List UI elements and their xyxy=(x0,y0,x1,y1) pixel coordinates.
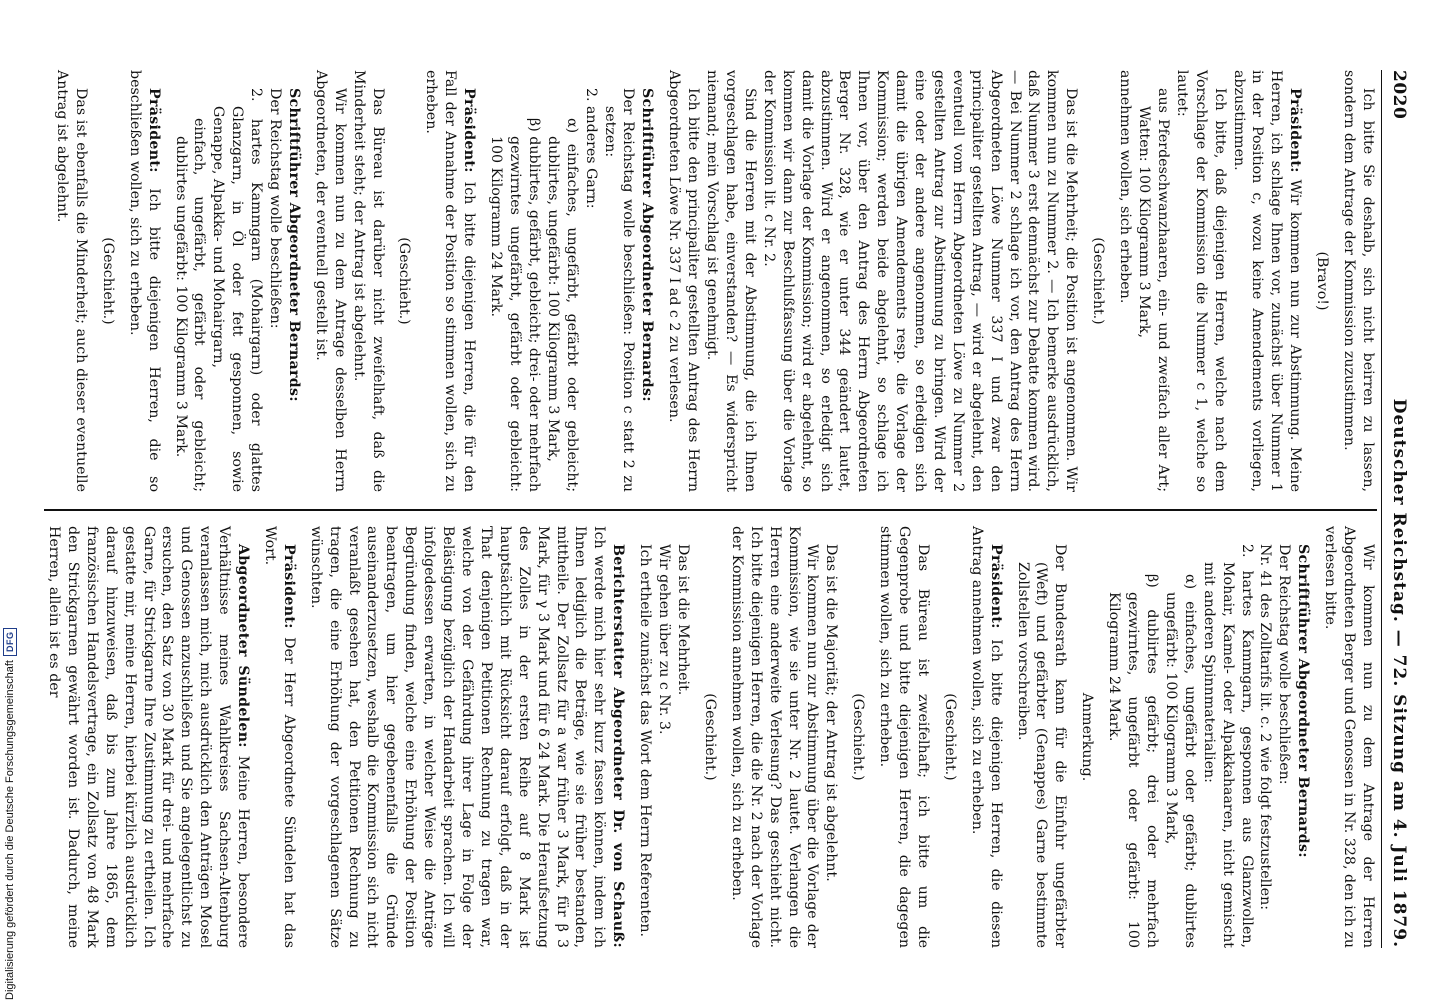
paragraph-text: Sind die Herren mit der Abstimmung, die ich Ihnen vorgeschlagen habe, einverstanden? — Es widerspricht niemand; mein Vorschlag ist genehmigt. xyxy=(704,70,758,492)
paragraph-text: (Geschieht.) xyxy=(701,693,718,781)
paragraph xyxy=(171,70,209,492)
paragraph xyxy=(1161,526,1199,948)
right-column xyxy=(44,526,1377,948)
paragraph-text: Ich bitte diejenigen Herren, die für den Fall der Annahme der Position so stimmen wollen, sich zu erheben. xyxy=(423,70,478,492)
paragraph xyxy=(967,526,1005,948)
dfg-logo: DFG xyxy=(3,628,17,657)
paragraph xyxy=(848,526,867,948)
paragraph-text: Ich bitte diejenigen Herren, die diesen Antrag annehmen wollen, sich zu erheben. xyxy=(968,526,1004,948)
paragraph-text: (Geschieht.) xyxy=(99,237,116,325)
paragraph xyxy=(422,70,479,492)
paragraph-text: β) dublirtes gefärbt; drei oder mehrfach gezwirntes, ungefärbt oder gefärbt: 100 Kilogramm 24 Mark. xyxy=(1106,574,1161,948)
paragraph xyxy=(1013,526,1070,948)
paragraph-text: 2. hartes Kammgarn (Mohairgarn) oder glattes Glanzgarn, in Öl oder fett gesponnen, sowie Genappe, Alpakka- und Mohairgarn, xyxy=(210,88,265,492)
footer-text: Digitalisierung gefördert durch die Deutsche Forschungsgemeinschaft xyxy=(4,660,16,1000)
paragraph xyxy=(265,70,284,492)
speaker-label: Präsident: xyxy=(145,88,162,173)
speaker-label: Präsident: xyxy=(461,88,478,173)
paragraph xyxy=(700,526,719,948)
paragraph-text: α) einfaches, ungefärbt oder gefärbt; dublirtes ungefärbt: 100 Kilogramm 3 Mark, xyxy=(1162,574,1198,948)
paragraph xyxy=(208,70,265,492)
paragraph-text: Ich bitte den principaliter gestellten Antrag des Herrn Abgeordneten Löwe Nr. 337 I ad c 2 zu verlesen. xyxy=(666,70,702,492)
paragraph-text: Der Bundesrath kann für die Einfuhr ungefärbter (Weft) und gefärbter (Genappes) Garne bestimmte Zollstellen vorschreiben. xyxy=(1014,544,1069,948)
paragraph-text: annehmen wollen, sich erheben. xyxy=(1117,70,1134,304)
paragraph-text: Das ist die Mehrheit; die Position ist angenommen. Wir kommen nun zu Nummer 2. — Ich bemerke ausdrücklich, daß Nummer 3 erst demnächst zur Debatte kommen wird. — Bei Nummer 2 schlage ich vor, den Antrag des Herrn Abgeordneten Löwe Nummer 337 I und zwar den principaliter gestellten Antrag, — wird er abgelehnt, den eventuell vom Herrn Abgeordneten Löwe zu Nummer 2 gestellten Antrag zur Abstimmung zu bringen. Wird der eine oder der andere angenommen, so erledigen sich damit die übrigen Amendements resp. die Vorlage der Kommission; werden beide abgelehnt, so schlage ich Ihnen vor, über den Antrag des Herrn Abgeordneten Berger Nr. 328, wie er unter 344 geändert lautet, abzustimmen. Wird er angenommen, so erledigt sich damit die Vorlage der Kommission; wird er abgelehnt, so kommen wir dann zur Beschlußfassung über die Vorlage der Kommission lit. c Nr. 2. xyxy=(760,70,1080,492)
paragraph-text: (Geschieht.) xyxy=(396,237,413,325)
paragraph xyxy=(486,70,543,492)
paragraph xyxy=(284,70,303,492)
paragraph xyxy=(727,526,822,948)
paragraph-text: (Geschieht.) xyxy=(1090,237,1107,325)
page-number: 2020 xyxy=(1389,70,1409,120)
speaker-label: Präsident: xyxy=(280,544,297,629)
paragraph-text: α) einfaches, ungefärbt, gefärbt oder gebleicht; dublirtes, ungefärbt: 100 Kilogramm 3 Mark, xyxy=(544,118,580,492)
paragraph xyxy=(1172,70,1229,492)
paragraph xyxy=(260,526,298,948)
paragraph xyxy=(1134,70,1172,492)
paragraph xyxy=(1256,526,1275,948)
paragraph xyxy=(1104,526,1161,948)
paragraph-text: Nr. 41 des Zolltarifs lit. c. 2 wie folgt festzustellen: xyxy=(1257,544,1274,910)
paragraph-text: Wir kommen nun zur Abstimmung über die Vorlage der Kommission, wie sie unter Nr. 2 lautet. Verlangen die Herren eine anderweite Verlesung? Das geschieht nicht. Ich bitte diejenigen Herren, die die Nr. 2 nach der Vorlage der Kommission annehmen wollen, sich zu erheben. xyxy=(728,526,821,948)
paragraph-text: Ich ertheile zunächst das Wort dem Herrn Referenten. xyxy=(637,544,654,938)
paragraph-text: 2. anderes Garn: xyxy=(582,88,599,209)
running-title: Deutscher Reichstag. — 72. Sitzung am 4. Juli 1879. xyxy=(1389,398,1409,948)
paragraph-text: Wir kommen nun zur Abstimmung. Meine Herren, ich schlage Ihnen vor, zunächst über Nummer 1 in der Position c, wozu keine Amendements vorliegen, abzustimmen. xyxy=(1230,70,1304,492)
speaker-label: Schriftführer Abgeordneter Bernards: xyxy=(285,88,302,402)
paragraph-text: (Bravo!) xyxy=(1314,251,1331,311)
paragraph xyxy=(759,70,1080,492)
paragraph-text: Ich bitte, daß diejenigen Herren, welche nach dem Vorschlage der Kommission die Nummer c 1, welche so lautet: xyxy=(1173,70,1228,492)
paragraph-text: Ich werde mich hier sehr kurz fassen können, indem ich Ihnen lediglich die Beträge, wie sie früher bestanden, mittheile. Der Zollsatz für a war früher 3 Mark, für β 3 Mark, für γ 3 Mark und für δ 24 Mark. Die Heraufsetzung des Zolles in der ersten Reihe auf 8 Mark ist hauptsächlich mit Rücksicht darauf erfolgt, daß in der That denjenigen Petitionen Rechnung zu tragen war, welche von der Gefährdung ihrer Lage in Folge der Belästigung bezüglich der Handarbeit sprachen. Ich will infolgedessen erwarten, in welcher Weise die Anträge Begründung finden, welche eine Erhöhung der Position beantragen, um hier gegebenenfalls die Gründe auseinanderzusetzen, weshalb die Kommission sich nicht veranlaßt gesehen hat, den Petitionen Rechnung zu tragen, die eine Erhöhung der vorgeschlagenen Sätze wünschten. xyxy=(307,526,608,948)
paragraph xyxy=(1312,70,1331,492)
paragraph xyxy=(98,70,117,492)
left-column xyxy=(44,70,1377,492)
paragraph xyxy=(543,70,581,492)
paragraph-text: Wir kommen nun zu dem Antrage der Herren Abgeordneten Berger und Genossen in Nr. 328, den ich zu verlesen bitte. xyxy=(1322,526,1376,948)
paragraph xyxy=(306,526,627,948)
speaker-label: Abgeordneter Sündelen: xyxy=(235,544,252,748)
digitization-footer xyxy=(2,612,18,1000)
paragraph-text: Wir kommen nun zu dem Antrage desselben Herrn Abgeordneten, der eventuell gestellt ist. xyxy=(312,70,348,492)
paragraph xyxy=(44,526,252,948)
page-header xyxy=(1381,70,1408,948)
paragraph xyxy=(1339,70,1377,492)
paragraph-text: Meine Herren, besondere Verhältnisse meines Wahlkreises Sachsen-Altenburg veranlassen mich, mich ausdrücklich den Anträgen Mosel und Genossen anzuschließen und Sie angelegentlichst zu ersuchen, den Satz von 30 Mark für drei- und mehrfache Garne, für Strickgarne Ihre Zustimmung zu ertheilen. Ich gestatte mir, meine Herren, hierbei kürzlich ausdrücklich darauf hinzuweisen, daß bis zum Jahre 1865, dem französischen Handelsvertrage, ein Zollsatz von 48 Mark den Strickgarnen gewährt worden ist. Dadurch, meine Herren, allein ist es der xyxy=(46,526,252,948)
paragraph-text: (Geschieht.) xyxy=(850,693,867,781)
paragraph-text: Das ist die Mehrheit. xyxy=(675,544,691,696)
paragraph xyxy=(673,526,692,948)
paragraph-text: einfach, ungefärbt, gefärbt oder gebleicht; dublirtes ungefärbt: 100 Kilogramm 3 Mark. xyxy=(172,118,208,492)
paragraph xyxy=(1199,526,1256,948)
paragraph-text: Ich bitte Sie deshalb, sich nicht beirren zu lassen, sondern dem Antrage der Kommission zuzustimmen. xyxy=(1341,70,1376,492)
paragraph-text: Anmerkung. xyxy=(1079,692,1096,782)
paragraph-text: Der Reichstag wolle beschließen: xyxy=(1276,544,1293,785)
paragraph-text: β) dublirtes, gefärbt, gebleicht; drei- oder mehrfach gezwirntes ungefärbt, gefärbt oder gebleicht: 100 Kilogramm 24 Mark. xyxy=(488,118,542,492)
paragraph-text: Ich bitte diejenigen Herren, die so beschließen wollen, sich zu erheben. xyxy=(126,70,162,492)
speaker-label: Schriftführer Abgeordneter Bernards: xyxy=(1295,544,1312,858)
paragraph-text: Das ist die Majorität; der Antrag ist abgelehnt. xyxy=(823,544,840,882)
paragraph xyxy=(1088,70,1107,492)
paragraph xyxy=(581,70,600,492)
paragraph xyxy=(1274,526,1293,948)
paragraph xyxy=(1293,526,1312,948)
paragraph-text: (Geschieht.) xyxy=(941,693,958,781)
paragraph xyxy=(1229,70,1305,492)
paragraph xyxy=(395,70,414,492)
paragraph xyxy=(125,70,163,492)
paragraph xyxy=(702,70,759,492)
paragraph xyxy=(637,70,656,492)
paragraph xyxy=(1077,526,1096,948)
paragraph xyxy=(600,70,638,492)
paragraph-text: Der Herr Abgeordnete Sündelen hat das Wort. xyxy=(261,526,297,948)
paragraph-text: 2. hartes Kammgarn, gesponnen aus Glanzwollen, Mohair, Kamel- oder Alpakkahaaren, nicht gemischt mit anderen Spinnmaterialien: xyxy=(1200,544,1255,948)
paragraph-text: aus Pferdeschwanzhaaren, ein- und zweifach aller Art; Watten: 100 Kilogramm 3 Mark, xyxy=(1136,88,1171,492)
paragraph-text: Das Büreau ist darüber nicht zweifelhaft, daß die Minderheit steht; der Antrag ist abgelehnt. xyxy=(350,70,386,492)
speaker-label: Präsident: xyxy=(1287,88,1304,173)
paragraph-text: Der Reichstag wolle beschließen: Position c statt 2 zu setzen: xyxy=(601,88,637,492)
paragraph xyxy=(635,526,654,948)
speaker-label: Schriftführer Abgeordneter Bernards: xyxy=(639,88,656,402)
paragraph xyxy=(349,70,387,492)
paragraph xyxy=(875,526,932,948)
paragraph-text: Wir gehen über zu c Nr. 3. xyxy=(656,544,673,735)
paragraph xyxy=(664,70,702,492)
speaker-label: Berichterstatter Abgeordneter Dr. von Schauß: xyxy=(610,544,627,948)
text-columns xyxy=(44,70,1377,948)
paragraph xyxy=(940,526,959,948)
paragraph xyxy=(1115,70,1134,492)
paragraph-text: Der Reichstag wolle beschließen: xyxy=(267,88,284,329)
paragraph xyxy=(52,70,90,492)
paragraph xyxy=(1320,526,1377,948)
paragraph xyxy=(821,526,840,948)
paragraph-text: Das Büreau ist zweifelhaft; ich bitte um die Gegenprobe und bitte diejenigen Herren, die dagegen stimmen wollen, sich zu erheben. xyxy=(877,526,931,948)
column-rule xyxy=(44,509,1377,511)
paragraph xyxy=(654,526,673,948)
paragraph-text: Das ist ebenfalls die Minderheit; auch dieser eventuelle Antrag ist abgelehnt. xyxy=(54,70,89,492)
paragraph xyxy=(311,70,349,492)
speaker-label: Präsident: xyxy=(987,544,1004,629)
